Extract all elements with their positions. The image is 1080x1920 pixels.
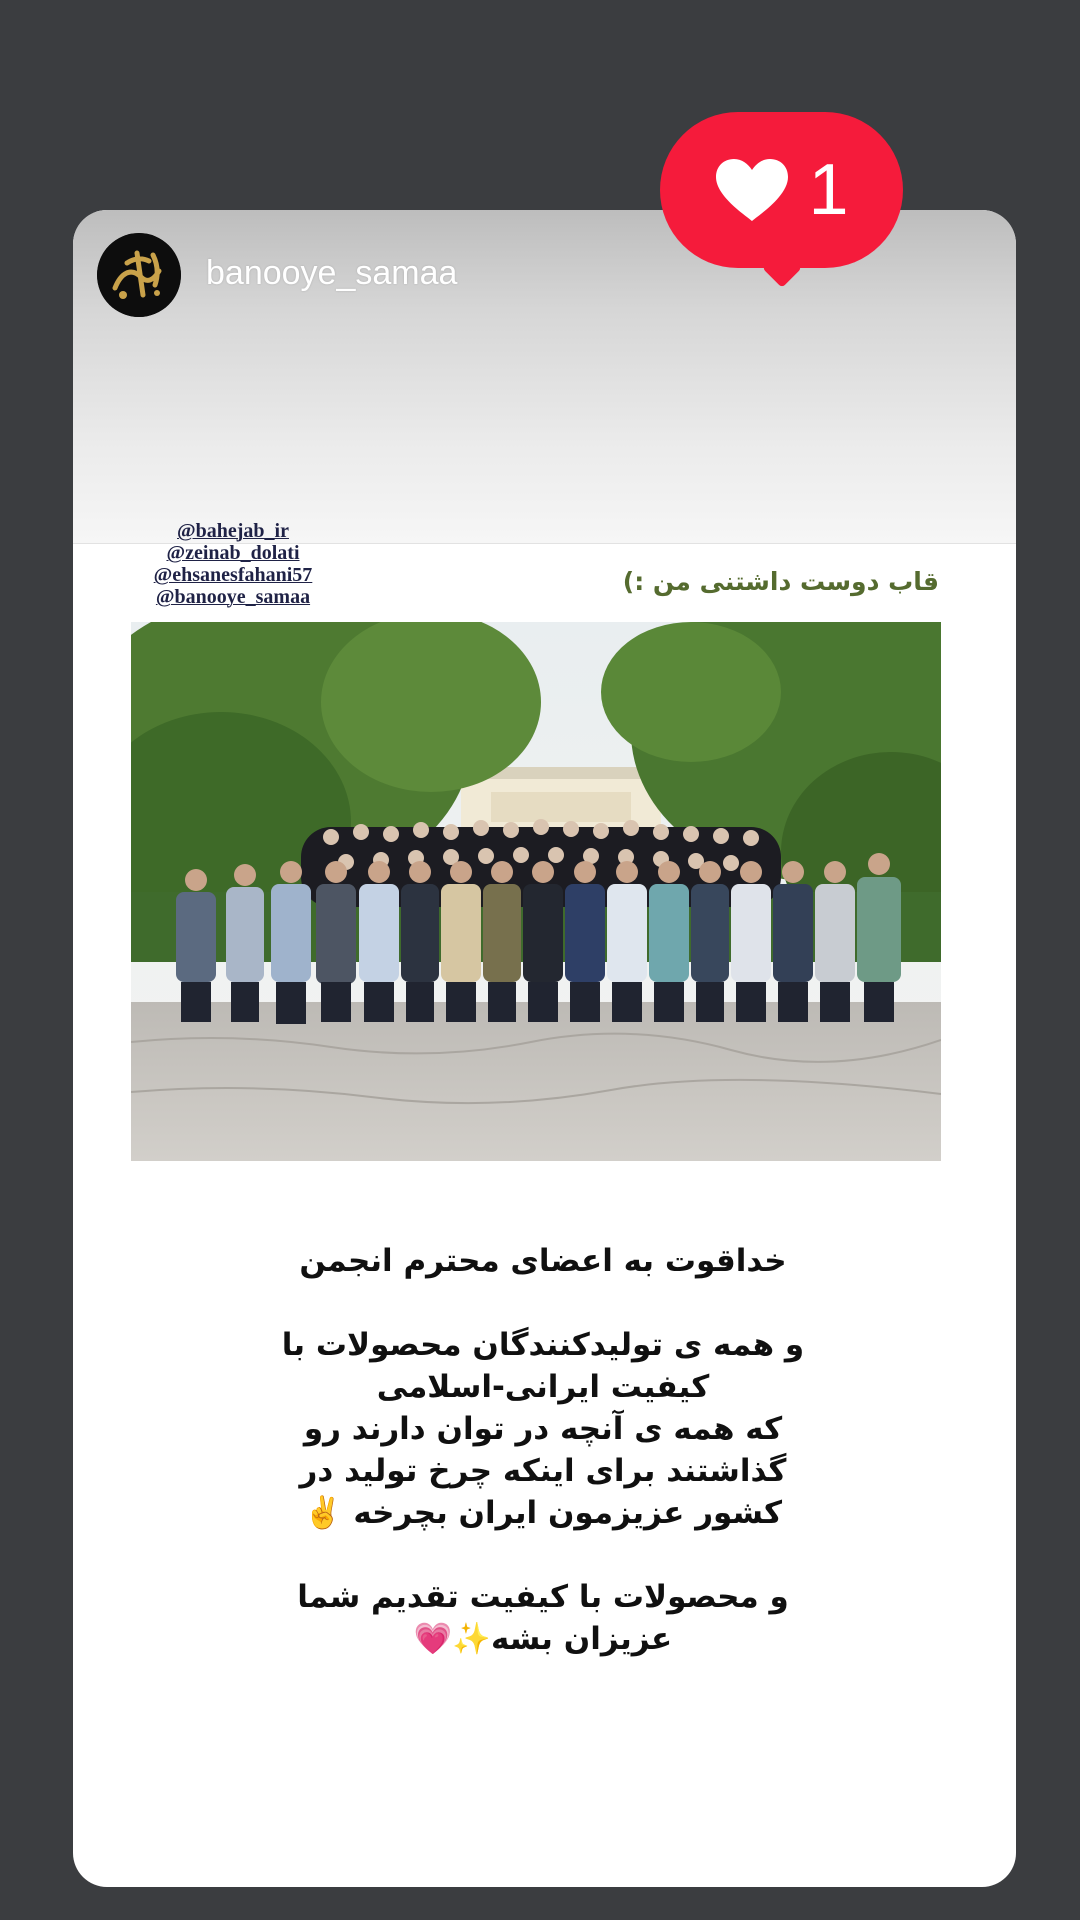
message-line: و محصولات با کیفیت تقدیم شما [297, 1579, 789, 1615]
group-photo-image [131, 622, 941, 1161]
like-count: 1 [808, 150, 849, 230]
group-photo [131, 622, 941, 1161]
message-spacer [243, 1282, 843, 1324]
message-line: خداقوت به اعضای محترم انجمن [299, 1243, 787, 1279]
message-line: که همه ی آنچه در توان دارند رو [303, 1411, 783, 1447]
mention-tag[interactable]: @ehsanesfahani57 [153, 564, 313, 586]
photo-caption: قاب دوست داشتنی من :) [622, 567, 939, 596]
story-message [243, 1240, 843, 1660]
message-spacer [243, 1534, 843, 1576]
heart-icon [714, 157, 790, 223]
story-card [73, 210, 1016, 1887]
story-username[interactable]: banooye_samaa [206, 254, 458, 292]
mention-tag[interactable]: @banooye_samaa [155, 586, 311, 608]
profile-avatar[interactable] [97, 233, 181, 317]
mention-tag[interactable]: @zeinab_dolati [166, 542, 300, 564]
mention-tags [128, 520, 338, 608]
message-line: کشور عزیزمون ایران بچرخه ✌️ [303, 1495, 783, 1531]
message-line: کیفیت ایرانی-اسلامی [376, 1369, 710, 1405]
message-line: گذاشتند برای اینکه چرخ تولید در [299, 1453, 787, 1489]
like-count-bubble[interactable] [660, 112, 903, 268]
message-line: و همه ی تولیدکنندگان محصولات با [281, 1327, 805, 1363]
mention-tag[interactable]: @bahejab_ir [177, 520, 289, 542]
message-line: عزیزان بشه✨💗 [413, 1621, 673, 1657]
gold-calligraphy-logo-icon [97, 233, 181, 317]
